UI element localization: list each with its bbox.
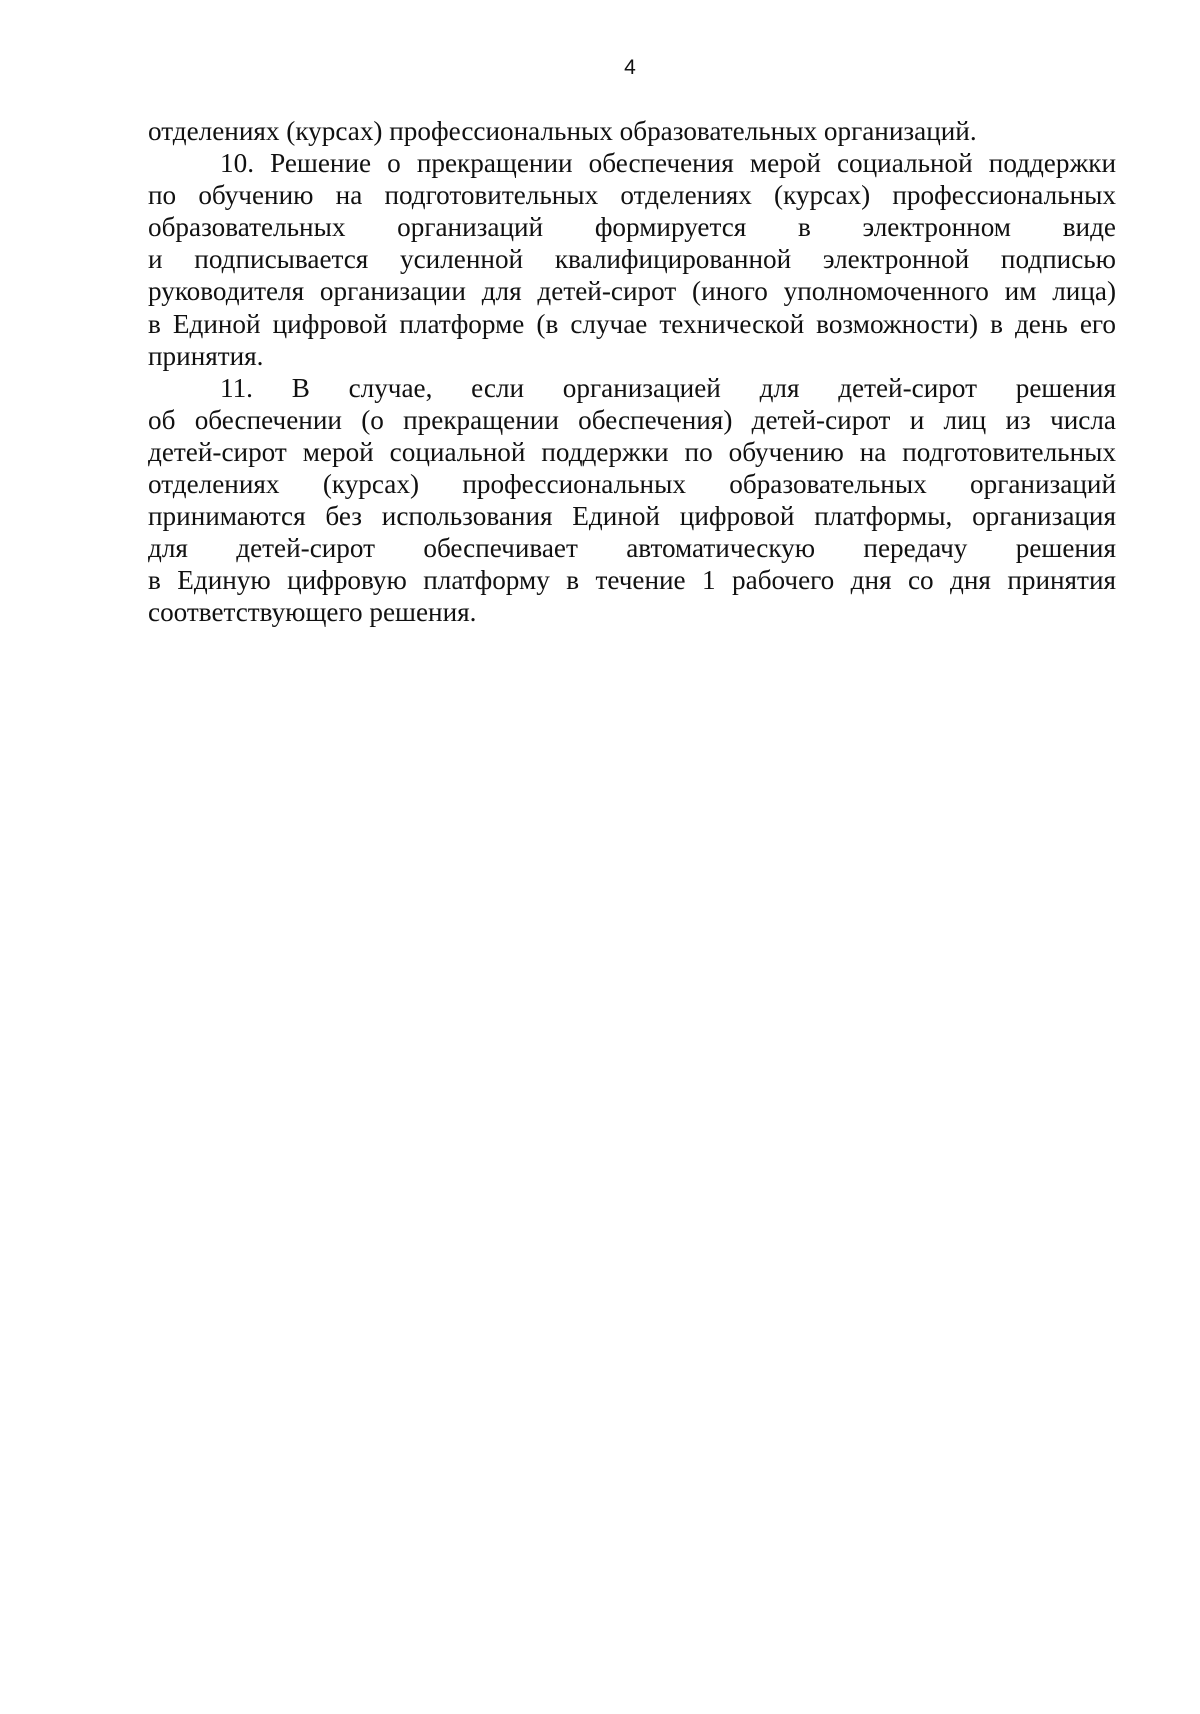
text-line: в Единую цифровую платформу в течение 1 рабочего дня со дня принятия — [148, 565, 1116, 596]
text-line: отделениях (курсах) профессиональных образовательных организаций. — [148, 116, 977, 146]
text-line: соответствующего решения. — [148, 597, 477, 628]
text-line: 11. В случае, если организацией для детей-сирот решения — [220, 372, 1116, 403]
paragraph-continuation — [148, 115, 1116, 147]
text-line: руководителя организации для детей-сирот (иного уполномоченного им лица) — [148, 276, 1116, 307]
text-line: и подписывается усиленной квалифицированной электронной подписью — [148, 244, 1116, 275]
text-line: 10. Решение о прекращении обеспечения мерой социальной поддержки — [220, 148, 1116, 179]
text-line: в Единой цифровой платформе (в случае технической возможности) в день его — [148, 308, 1116, 339]
text-line: об обеспечении (о прекращении обеспечения) детей-сирот и лиц из числа — [148, 404, 1116, 435]
text-line: принимаются без использования Единой цифровой платформы, организация — [148, 501, 1116, 532]
page-number: 4 — [624, 56, 636, 79]
paragraph-11 — [148, 372, 1116, 629]
text-line: для детей-сирот обеспечивает автоматическую передачу решения — [148, 533, 1116, 564]
paragraph-10 — [148, 147, 1116, 372]
text-line: детей-сирот мерой социальной поддержки по обучению на подготовительных — [148, 436, 1116, 467]
text-line: принятия. — [148, 340, 264, 371]
text-line: по обучению на подготовительных отделениях (курсах) профессиональных — [148, 180, 1116, 211]
text-line: отделениях (курсах) профессиональных образовательных организаций — [148, 469, 1116, 500]
text-line: образовательных организаций формируется в электронном виде — [148, 212, 1116, 243]
document-body — [148, 115, 1116, 629]
